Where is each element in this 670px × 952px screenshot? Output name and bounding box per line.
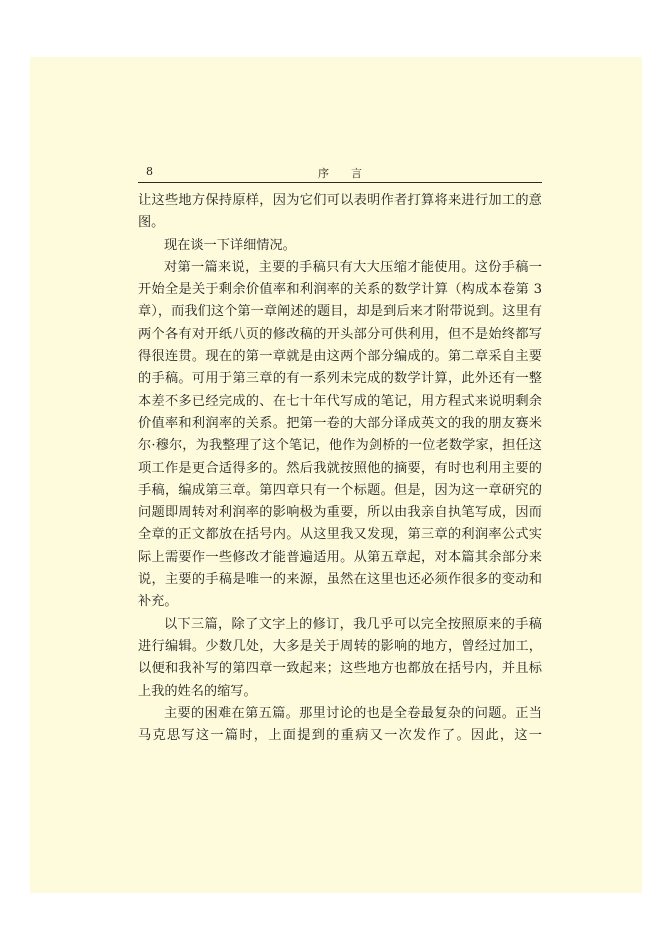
page-number: 8: [146, 165, 153, 178]
paragraph-4: 以下三篇，除了文字上的修订，我几乎可以完全按照原来的手稿进行编辑。少数几处，大多是关于周转的影响的地方，曾经过加工，以便和我补写的第四章一致起来；这些地方也都放在括号内，并且标上我的姓名的缩写。: [138, 616, 542, 699]
page-header: [138, 162, 542, 183]
paragraph-3: 对第一篇来说，主要的手稿只有大大压缩才能使用。这份手稿一开始全是关于剩余价值率和利润率的关系的数学计算（构成本卷第 3 章），而我们这个第一章阐述的题目，却是到后来才附带说到。这里有两个各有对开纸八页的修改稿的开头部分可供利用，但不是始终都写得很连贯。现在的第一章就是由这两个部分编成的。第二章采自主要的手稿。可用于第三章的有一系列未完成的数学计算，此外还有一整本差不多已经完成的、在七十年代写成的笔记，用方程式来说明剩余价值率和利润率的关系。把第一卷的大部分译成英文的我的朋友赛米尔·穆尔，为我整理了这个笔记，他作为剑桥的一位老数学家，担任这项工作是更合适得多的。然后我就按照他的摘要，有时也利用主要的手稿，编成第三章。第四章只有一个标题。但是，因为这一章研究的问题即周转对利润率的影响极为重要，所以由我亲自执笔写成，因而全章的正文都放在括号内。从这里我又发现，第三章的利润率公式实际上需要作一些修改才能普遍适用。从第五章起，对本篇其余部分来说，主要的手稿是唯一的来源，虽然在这里也还必须作很多的变动和补充。: [138, 259, 542, 610]
body-text: [138, 190, 542, 747]
paragraph-2: 现在谈一下详细情况。: [164, 237, 296, 253]
paragraph-1: 让这些地方保持原样，因为它们可以表明作者打算将来进行加工的意图。: [138, 193, 542, 231]
paragraph-5: 主要的困难在第五篇。那里讨论的也是全卷最复杂的问题。正当马克思写这一篇时，上面提到的重病又一次发作了。因此，这一: [138, 705, 542, 744]
running-title: 序言: [318, 167, 384, 180]
